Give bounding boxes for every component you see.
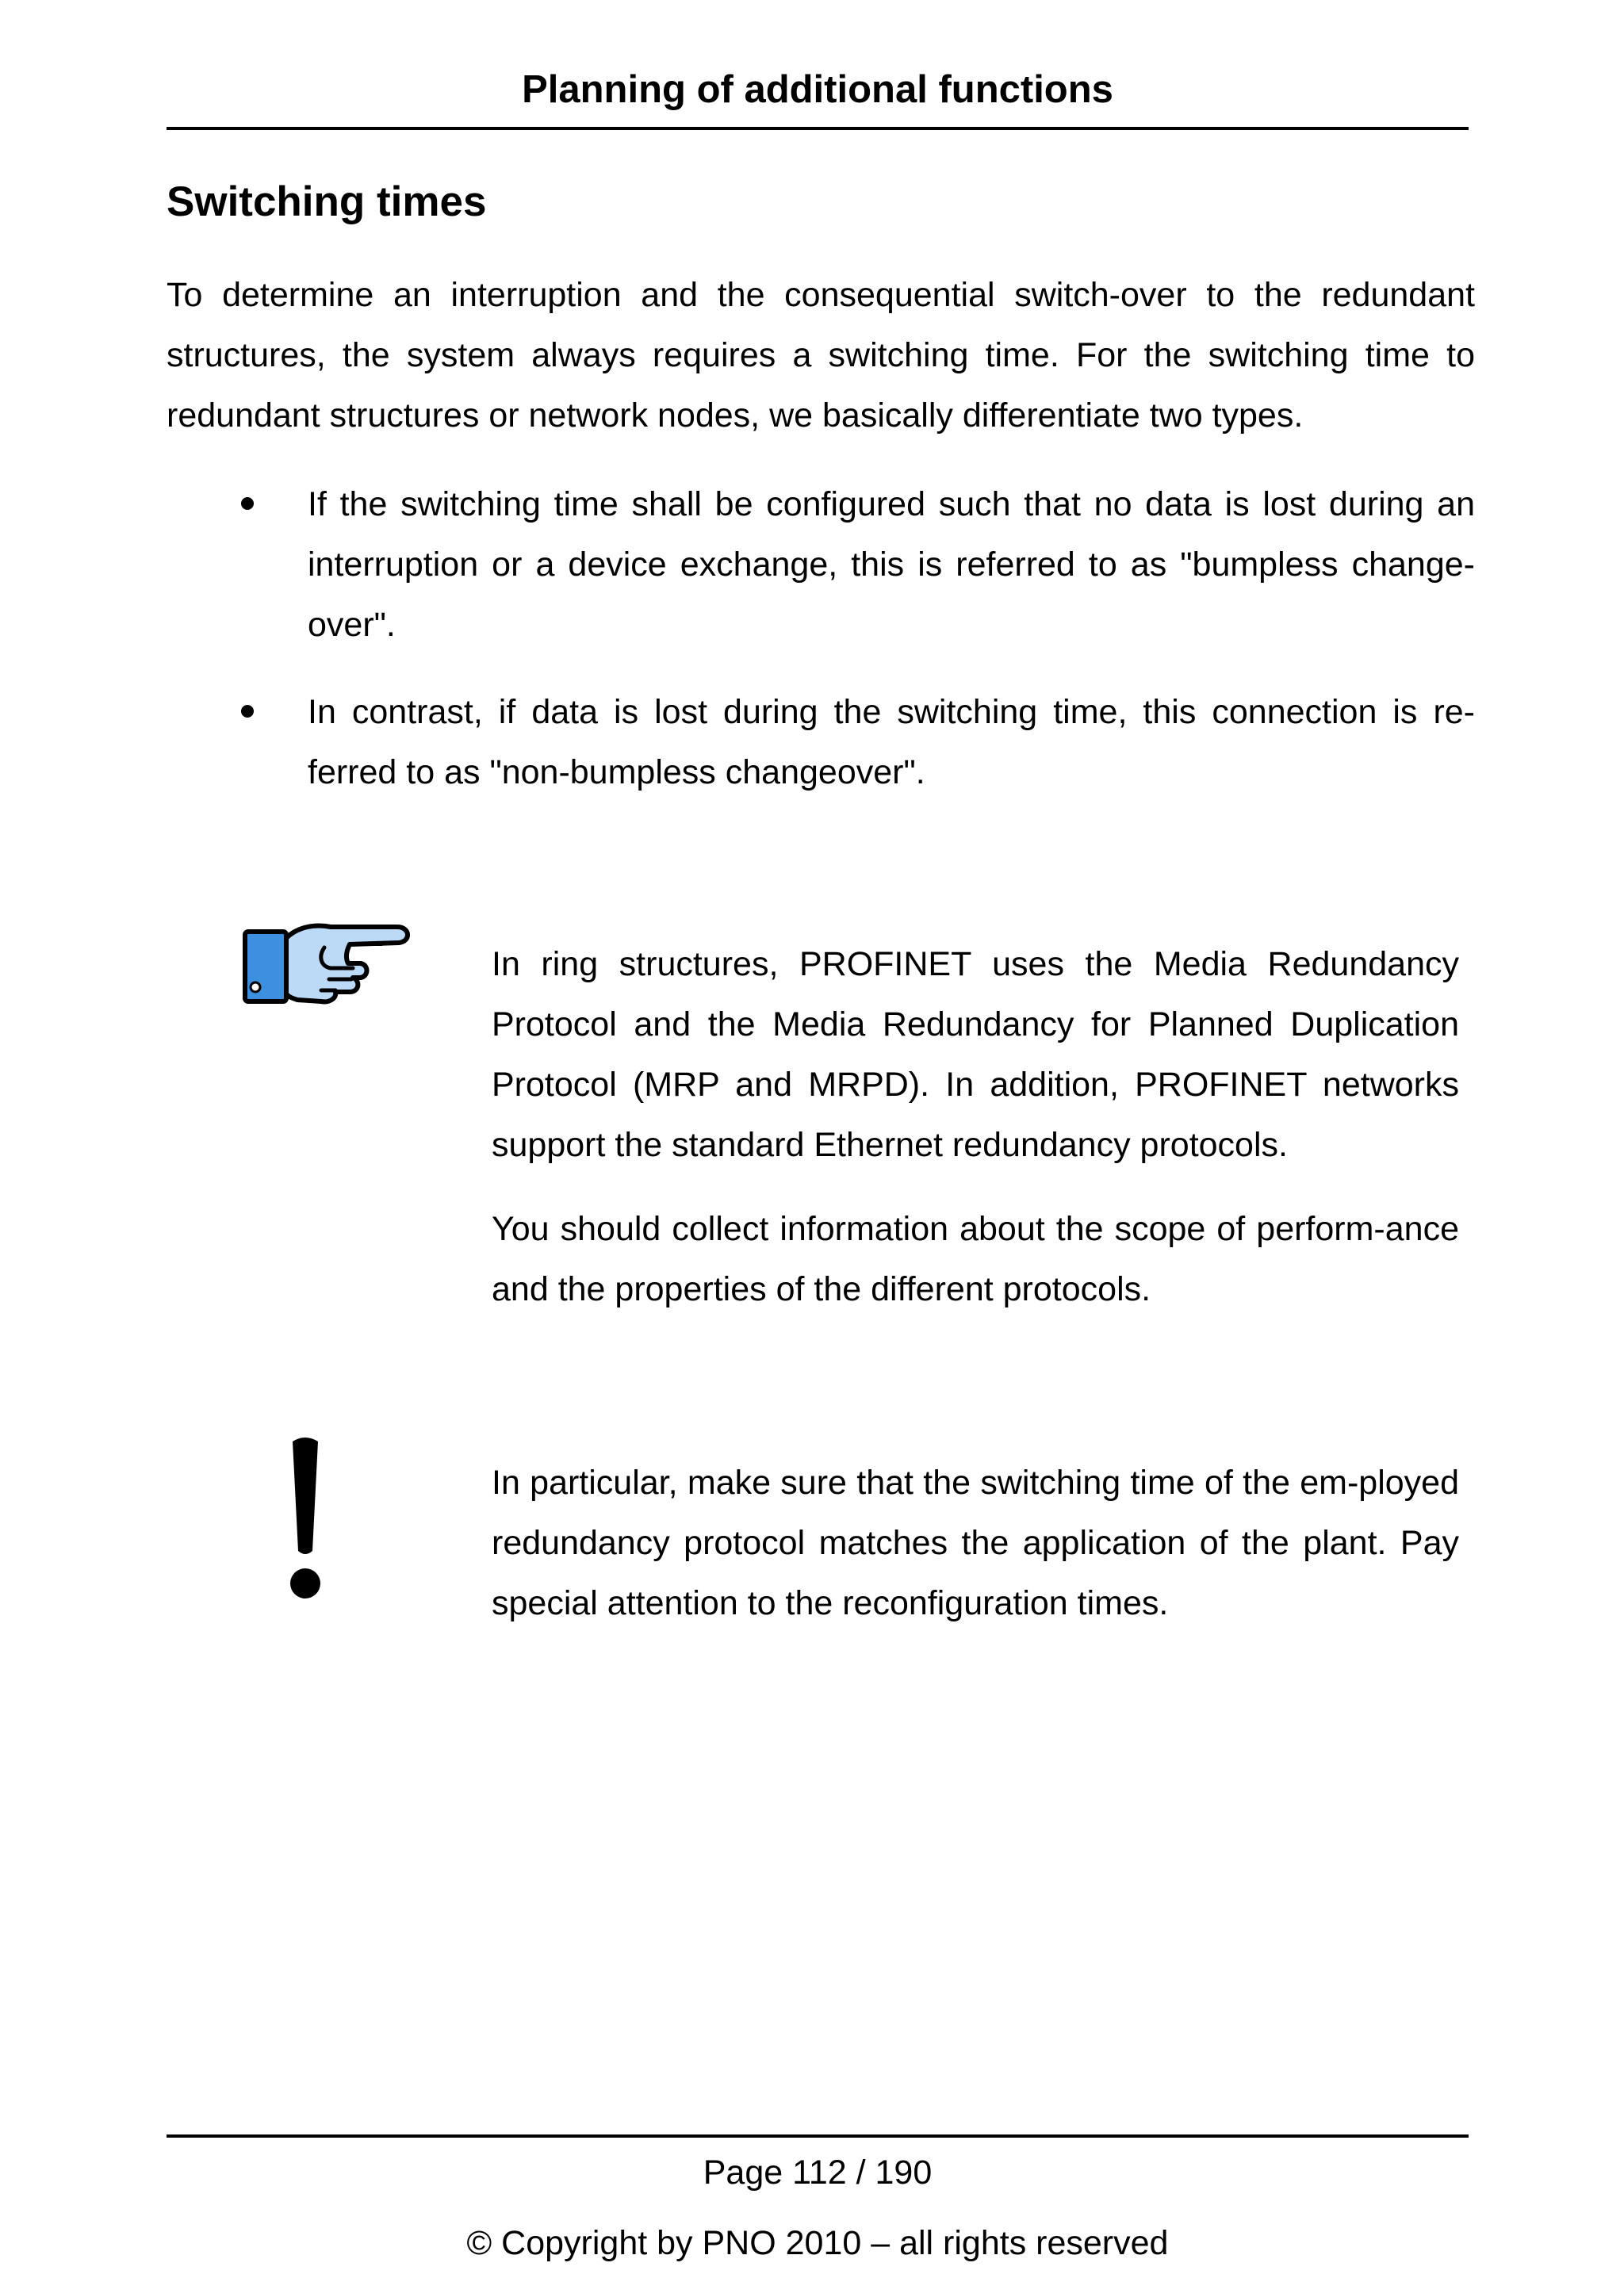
page-header-title: Planning of additional functions (522, 68, 1113, 111)
list-item-text: In contrast, if data is lost during the switching time, this connection is re-ferred to as "non-bumpless changeover". (308, 693, 1475, 791)
note-block (492, 934, 1459, 1343)
bullet-list (230, 474, 1475, 829)
bullet-icon (241, 705, 254, 718)
copyright-notice: © Copyright by PNO 2010 – all rights reserved (466, 2224, 1169, 2262)
bullet-icon (241, 497, 254, 510)
pointing-hand-icon (242, 916, 415, 1005)
exclamation-icon (285, 1434, 325, 1600)
warning-paragraph: In particular, make sure that the switching time of the em-ployed redundancy protocol matches the application of the plant. Pay special attention to the reconfiguration times. (492, 1464, 1459, 1622)
intro-paragraph: To determine an interruption and the consequential switch-over to the redundant structures, the system always requires a switching time. For the switching time to redundant structures or network nodes, we basically differentiate two types. (167, 276, 1475, 435)
footer-divider (167, 2134, 1469, 2138)
list-item (230, 474, 1475, 655)
note-paragraph: In ring structures, PROFINET uses the Media Redundancy Protocol and the Media Redundancy for Planned Duplication Protocol (MRP and MRPD). In addition, PROFINET networks support the standard Ethernet redundancy protocols. (492, 945, 1459, 1164)
list-item-text: If the switching time shall be configured such that no data is lost during an interruption or a device exchange, this is referred to as "bumpless change-over". (308, 485, 1475, 644)
note-paragraph: You should collect information about the scope of perform-ance and the properties of the different protocols. (492, 1210, 1459, 1308)
list-item (230, 682, 1475, 802)
section-title: Switching times (167, 178, 487, 225)
header-divider (167, 127, 1469, 130)
page-number: Page 112 / 190 (703, 2154, 933, 2192)
